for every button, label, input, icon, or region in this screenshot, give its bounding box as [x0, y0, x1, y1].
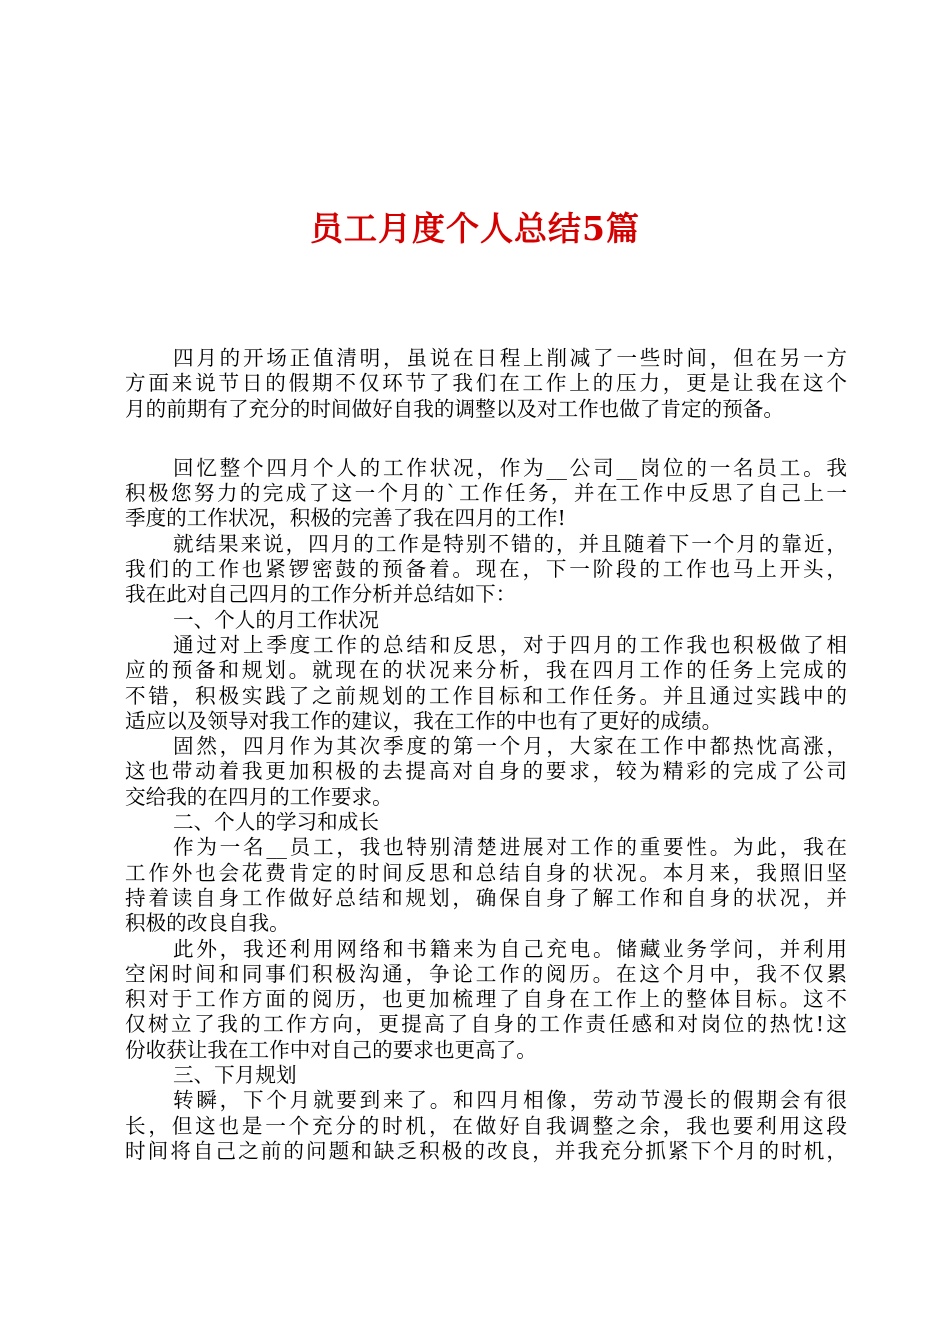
- text-line: 份收获让我在工作中对自己的要求也更高了。: [125, 1037, 537, 1062]
- text-line: 一、个人的月工作状况: [173, 607, 379, 632]
- text-line: 二、个人的学习和成长: [173, 810, 379, 835]
- text-line: 工作外也会花费肯定的时间反思和总结自身的状况。本月来，我照旧坚: [125, 860, 847, 885]
- text-line: 持着读自身工作做好总结和规划，确保自身了解工作和自身的状况，并: [125, 885, 847, 910]
- section-heading: [125, 810, 847, 835]
- paragraph: [125, 633, 847, 734]
- text-line: 积极您努力的完成了这一个月的`工作任务，并在工作中反思了自己上一: [125, 481, 847, 506]
- text-line: 积对于工作方面的阅历，也更加梳理了自身在工作上的整体目标。这不: [125, 987, 847, 1012]
- section-heading: [125, 608, 847, 633]
- text-line: 长，但这也是一个充分的时机，在做好自我调整之余，我也要利用这段: [125, 1113, 847, 1138]
- text-line: 作为一名__员工，我也特别清楚进展对工作的重要性。为此，我在: [173, 835, 847, 860]
- document-body: [125, 346, 847, 1164]
- text-line: 适应以及领导对我工作的建议，我在工作的中也有了更好的成绩。: [125, 708, 723, 733]
- text-line: 回忆整个四月个人的工作状况，作为__公司__岗位的一名员工。我: [173, 455, 847, 480]
- document-title: 员工月度个人总结5篇: [310, 209, 640, 248]
- text-line: 固然，四月作为其次季度的第一个月，大家在工作中都热忱高涨，: [173, 734, 847, 759]
- text-line: 仅树立了我的工作方向，更提高了自身的工作责任感和对岗位的热忱!这: [125, 1012, 847, 1037]
- paragraph-gap: [125, 422, 847, 456]
- text-line: 积极的改良自我。: [125, 911, 290, 936]
- text-line: 转瞬，下个月就要到来了。和四月相像，劳动节漫长的假期会有很: [173, 1088, 847, 1113]
- text-line: 月的前期有了充分的时间做好自我的调整以及对工作也做了肯定的预备。: [125, 396, 784, 421]
- text-line: 我们的工作也紧锣密鼓的预备着。现在，下一阶段的工作也马上开头，: [125, 557, 847, 582]
- paragraph: [125, 1088, 847, 1164]
- paragraph: [125, 346, 847, 422]
- paragraph: [125, 835, 847, 936]
- text-line: 不错，积极实践了之前规划的工作目标和工作任务。并且通过实践中的: [125, 683, 847, 708]
- text-line: 四月的开场正值清明，虽说在日程上削减了一些时间，但在另一方: [173, 346, 847, 370]
- text-line: 我在此对自己四月的工作分析并总结如下：: [125, 582, 517, 607]
- section-heading: [125, 1063, 847, 1088]
- paragraph: [125, 532, 847, 608]
- text-line: 此外，我还利用网络和书籍来为自己充电。储藏业务学问，并利用: [173, 936, 847, 961]
- paragraph: [125, 937, 847, 1063]
- text-line: 就结果来说，四月的工作是特别不错的，并且随着下一个月的靠近，: [173, 531, 847, 556]
- text-line: 通过对上季度工作的总结和反思，对于四月的工作我也积极做了相: [173, 632, 847, 657]
- text-line: 三、下月规划: [173, 1063, 297, 1088]
- text-line: 空闲时间和同事们积极沟通，争论工作的阅历。在这个月中，我不仅累: [125, 961, 847, 986]
- paragraph: [125, 734, 847, 810]
- text-line: 这也带动着我更加积极的去提高对自身的要求，较为精彩的完成了公司: [125, 759, 847, 784]
- text-line: 交给我的在四月的工作要求。: [125, 784, 393, 809]
- text-line: 方面来说节日的假期不仅环节了我们在工作上的压力，更是让我在这个: [125, 371, 847, 396]
- text-line: 应的预备和规划。就现在的状况来分析，我在四月工作的任务上完成的: [125, 658, 847, 683]
- text-line: 时间将自己之前的问题和缺乏积极的改良，并我充分抓紧下个月的时机，: [125, 1138, 847, 1163]
- text-line: 季度的工作状况，积极的完善了我在四月的工作!: [125, 506, 566, 531]
- paragraph: [125, 456, 847, 532]
